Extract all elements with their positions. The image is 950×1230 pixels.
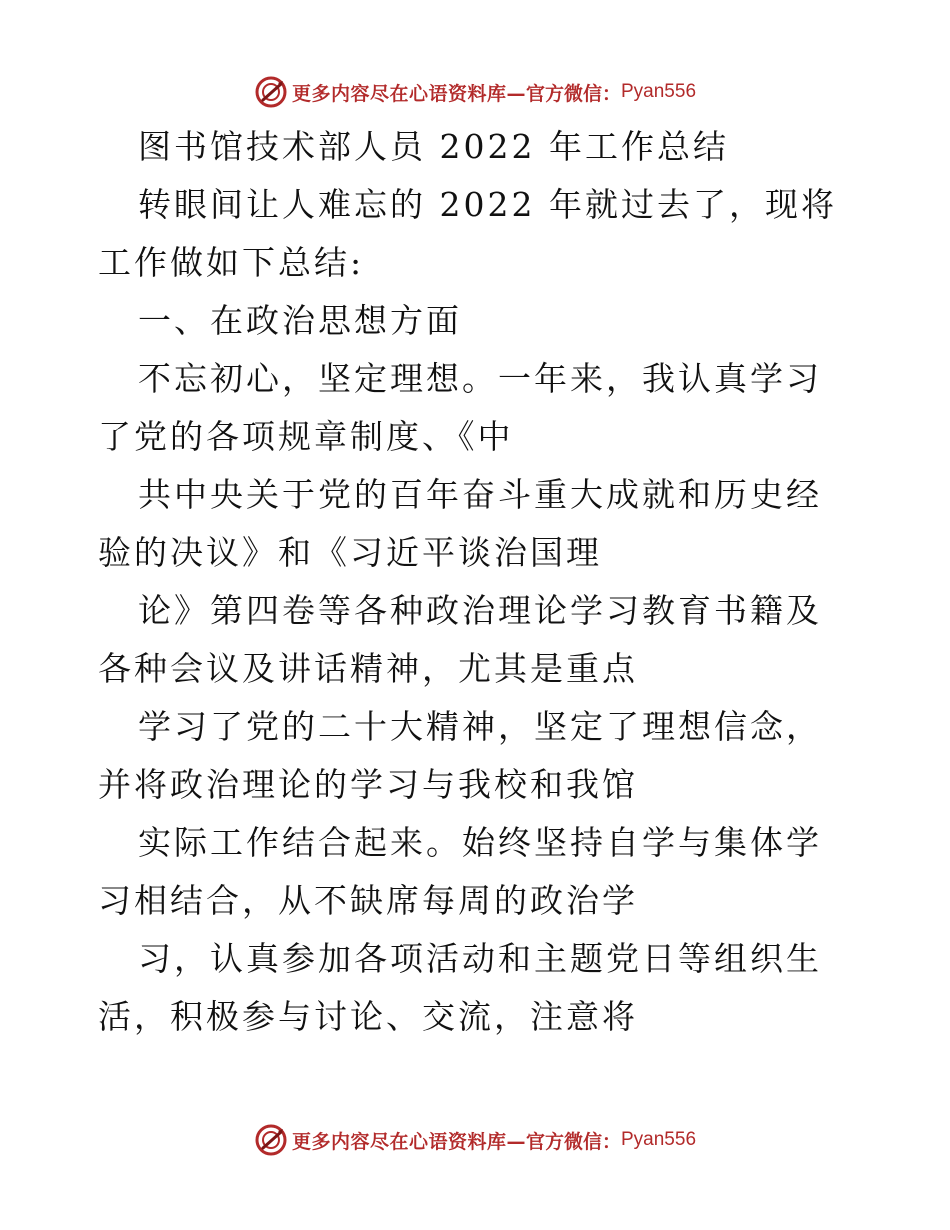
- header-banner: [0, 72, 950, 112]
- banner-wechat-id: Pyan556: [621, 81, 697, 102]
- section-heading: 一、在政治思想方面: [138, 301, 462, 340]
- document-body: [98, 118, 850, 1046]
- banner-wechat-label: 官方微信：: [525, 1130, 621, 1153]
- banner-wechat-id: Pyan556: [621, 1129, 697, 1150]
- banner-slogan: 更多内容尽在心语资料库—: [291, 1130, 526, 1153]
- banner-wechat-label: 官方微信：: [525, 82, 621, 105]
- paragraph: 学习了党的二十大精神，坚定了理想信念，并将政治理论的学习与我校和我馆: [98, 707, 822, 804]
- paragraph: 论》第四卷等各种政治理论学习教育书籍及各种会议及讲话精神，尤其是重点: [98, 591, 822, 688]
- footer-banner: [0, 1120, 950, 1160]
- paragraph: 习，认真参加各项活动和主题党日等组织生活，积极参与讨论、交流，注意将: [98, 939, 822, 1036]
- banner-slogan: 更多内容尽在心语资料库—: [291, 82, 526, 105]
- seal-logo-icon: [254, 1123, 288, 1157]
- paragraph: 共中央关于党的百年奋斗重大成就和历史经验的决议》和《习近平谈治国理: [98, 475, 822, 572]
- paragraph: 转眼间让人难忘的 2022 年就过去了，现将工作做如下总结:: [98, 185, 837, 282]
- paragraph: 不忘初心，坚定理想。一年来，我认真学习了党的各项规章制度、《中: [98, 359, 822, 456]
- paragraph: 实际工作结合起来。始终坚持自学与集体学习相结合，从不缺席每周的政治学: [98, 823, 822, 920]
- seal-logo-icon: [254, 75, 288, 109]
- document-title: 图书馆技术部人员 2022 年工作总结: [138, 127, 729, 166]
